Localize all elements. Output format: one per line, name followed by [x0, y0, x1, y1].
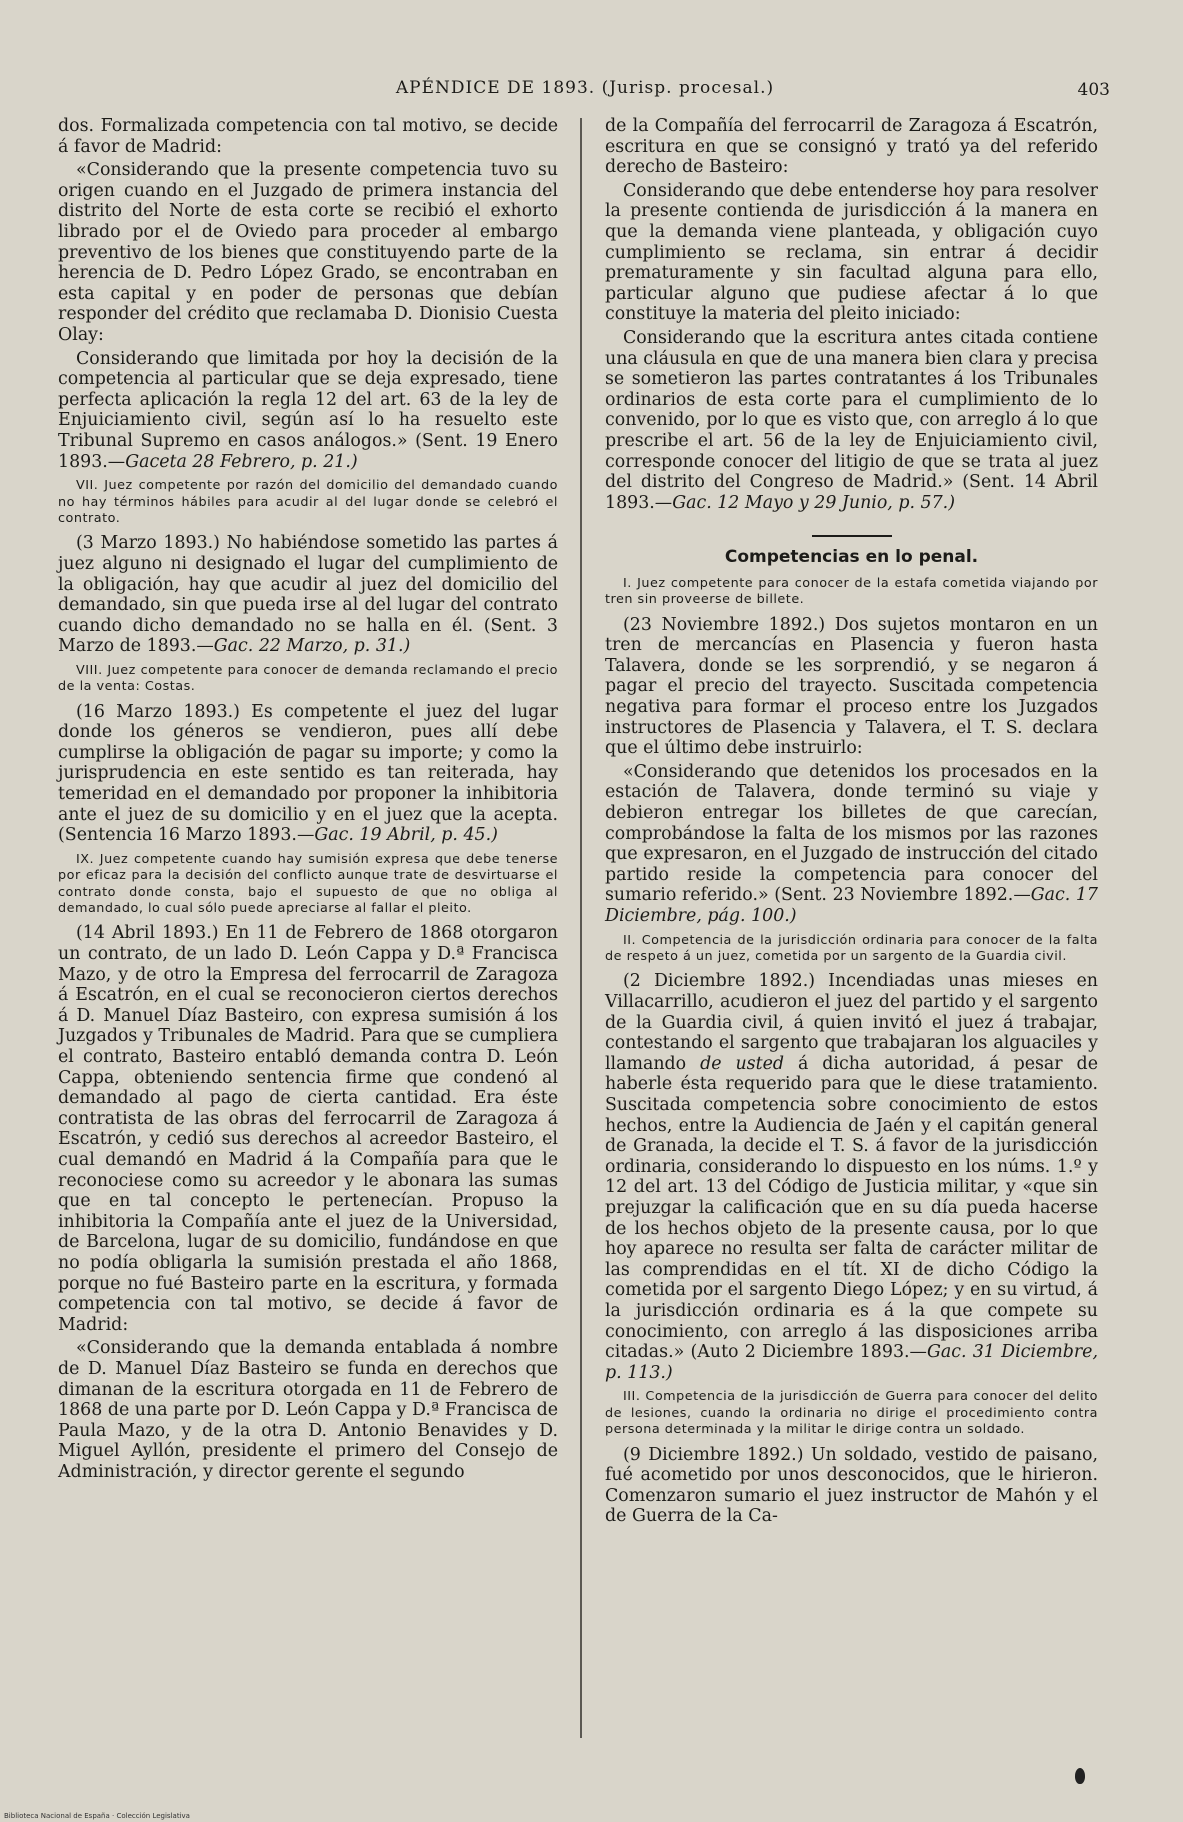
paragraph [605, 971, 1098, 1383]
paragraph: «Considerando que la demanda entablada á nombre de D. Manuel Díaz Basteiro se funda en derechos que dimanan de la escritura otorgada en 11 de Febrero de 1868 de una parte por D. León Cappa y D.ª Francisca de Paula Mazo, y de la otra D. Antonio Benavides y D. Miguel Ayllón, presidente el primero del Consejo de Administración, y director gerente el segundo [58, 1338, 558, 1482]
paragraph: (14 Abril 1893.) En 11 de Febrero de 1868 otorgaron un contrato, de un lado D. León Cappa y D.ª Francisca Mazo, y de otro la Empresa del ferrocarril de Zaragoza á Escatrón, en el cual se reconocieron ciertos derechos á D. Manuel Díaz Basteiro, con expresa sumisión á los Juzgados y Tribunales de Madrid. Para que se cumpliera el contrato, Basteiro entabló demanda contra D. León Cappa, obteniendo sentencia firme que condenó al demandado al pago de cierta cantidad. Era éste contratista de las obras del ferrocarril de Zaragoza á Escatrón, y cedió sus derechos al acreedor Basteiro, el cual demandó en Madrid á la Compañía para que le reconociese como su acreedor y le abonara las sumas que en tal concepto le pertenecían. Propuso la inhibitoria la Compañía ante el juez de la Universidad, de Barcelona, lugar de su domicilio, fundándose en que no podía obligarla la sumisión prestada el año 1868, porque no fué Basteiro parte en la escritura, y formada competencia con tal motivo, se decide á favor de Madrid: [58, 923, 558, 1335]
citation: Gac. 22 Marzo, p. 31.) [213, 636, 411, 657]
paragraph: (9 Diciembre 1892.) Un soldado, vestido de paisano, fué acometido por unos desconocidos, que le hirieron. Comenzaron sumario el juez instructor de Mahón y el de Guerra de la Ca- [605, 1444, 1098, 1527]
paragraph [605, 762, 1098, 927]
citation: Gac. 19 Abril, p. 45.) [314, 825, 498, 846]
paragraph: de la Compañía del ferrocarril de Zaragoza á Escatrón, escritura en que se consignó y trató ya del referido derecho de Basteiro: [605, 116, 1098, 178]
paragraph: dos. Formalizada competencia con tal motivo, se decide á favor de Madrid: [58, 116, 558, 157]
section-rule [812, 535, 892, 537]
ink-blot [1075, 1768, 1085, 1784]
citation: Gac. 17 Diciembre, pág. 100.) [605, 885, 1098, 926]
page-header [60, 78, 1110, 108]
column-divider [580, 118, 582, 1738]
citation: Gac. 31 Diciembre, p. 113.) [605, 1342, 1098, 1383]
paragraph [58, 533, 558, 657]
case-summary-ix: IX. Juez competente cuando hay sumisión expresa que debe tenerse por eficaz para la decisión del conflicto aunque trate de desvirtuarse el contrato donde consta, bajo el supuesto de que no obliga al demandado, lo cual sólo puede apreciarse al fallar el pleito. [58, 851, 558, 917]
page-number: 403 [1077, 80, 1110, 100]
paragraph [58, 349, 558, 473]
paragraph-text: (3 Marzo 1893.) No habiéndose sometido las partes á juez alguno ni designado el lugar del cumplimiento de la obligación, hay que acudir al juez del domicilio del demandado, sin que pueda irse al del lugar del contrato cuando dicho demandado no se halla en él. (Sent. 3 Marzo de 1893.— [58, 533, 558, 657]
paragraph: «Considerando que la presente competencia tuvo su origen cuando en el Juzgado de primera instancia del distrito del Norte de esta corte se recibió el exhorto librado por el de Oviedo para proceder al embargo preventivo de los bienes que constituyendo parte de la herencia de D. Pedro López Grado, se encontraban en esta capital y en poder de personas que debían responder del crédito que reclamaba D. Dionisio Cuesta Olay: [58, 160, 558, 345]
paragraph-text: «Considerando que detenidos los procesados en la estación de Talavera, donde terminó su viaje y debieron entregar los billetes de que carecían, comprobándose la falta de los mismos por las razones que expresaron, en el Juzgado de instrucción del citado partido reside la competencia para conocer del sumario referido.» (Sent. 23 Noviembre 1892.— [605, 761, 1098, 906]
left-column [58, 116, 558, 1486]
case-summary-viii: VIII. Juez competente para conocer de demanda reclamando el precio de la venta: Costas. [58, 662, 558, 695]
running-title: APÉNDICE DE 1893. (Jurisp. procesal.) [395, 78, 775, 98]
paragraph [58, 702, 558, 846]
paragraph [605, 328, 1098, 513]
emphasis: de usted [700, 1053, 785, 1074]
section-title: Competencias en lo penal. [724, 547, 979, 568]
case-summary-i: I. Juez competente para conocer de la estafa cometida viajando por tren sin proveerse de billete. [605, 575, 1098, 608]
paragraph: Considerando que debe entenderse hoy para resolver la presente contienda de jurisdicción á la manera en que la demanda viene planteada, y obligación cuyo cumplimiento se reclama, sin entrar á decidir prematuramente y sin facultad alguna para ello, particular alguno que pudiese afectar á lo que constituye la materia del pleito iniciado: [605, 180, 1098, 325]
paragraph: (23 Noviembre 1892.) Dos sujetos montaron en un tren de mercancías en Plasencia y fueron hasta Talavera, donde se les sorprendió, y se negaron á pagar el precio del trayecto. Suscitada competencia negativa para formar el proceso entre los Juzgados instructores de Plasencia y Talavera, el T. S. declara que el último debe instruirlo: [605, 614, 1098, 759]
library-stamp: Biblioteca Nacional de España · Colección Legislativa [4, 1812, 190, 1820]
paragraph-text: Considerando que limitada por hoy la decisión de la competencia al particular que se deja expresado, tiene perfecta aplicación la regla 12 del art. 63 de la ley de Enjuiciamiento civil, según así lo ha resuelto este Tribunal Supremo en casos análogos.» (Sent. 19 Enero 1893.— [58, 348, 558, 472]
paragraph-text: Considerando que la escritura antes citada contiene una cláusula en que de una manera bien clara y precisa se sometieron las partes contratantes á los Tribunales ordinarios de esta corte para el cumplimiento de lo convenido, por lo que es visto que, con arreglo á lo que prescribe el art. 56 de la ley de Enjuiciamiento civil, corresponde conocer del litigio de que se trata al juez del distrito del Congreso de Madrid.» (Sent. 14 Abril 1893.— [605, 327, 1099, 513]
citation: Gaceta 28 Febrero, p. 21.) [125, 451, 358, 472]
case-summary-vii: VII. Juez competente por razón del domicilio del demandado cuando no hay términos hábiles para acudir al del lugar donde se celebró el contrato. [58, 478, 558, 526]
right-column [605, 116, 1098, 1530]
citation: Gac. 12 Mayo y 29 Junio, p. 57.) [672, 492, 955, 513]
case-summary-iii: III. Competencia de la jurisdicción de Guerra para conocer del delito de lesiones, cuando la ordinaria no dirige el procedimiento contra persona determinada y la militar le dirige contra un soldado. [605, 1389, 1098, 1438]
case-summary-ii: II. Competencia de la jurisdicción ordinaria para conocer de la falta de respeto á un juez, cometida por un sargento de la Guardia civil. [605, 932, 1098, 964]
paragraph-text: (2 Diciembre 1892.) Incendiadas unas mieses en Villacarrillo, acudieron el juez del partido y el sargento de la Guardia civil, á quien invitó el juez á trabajar, contestando el sargento que trabajaran los alguaciles y llamando [605, 971, 1098, 1074]
paragraph-text: (16 Marzo 1893.) Es competente el juez del lugar donde los géneros se vendieron, pues allí debe cumplirse la obligación de pagar su importe; y como la jurisprudencia en este sentido es tan reiterada, hay temeridad en el demandado por proponer la inhibitoria ante el juez de su domicilio y en el juez que la acepta. (Sentencia 16 Marzo 1893.— [58, 701, 558, 846]
paragraph-text: á dicha autoridad, á pesar de haberle ésta requerido para que le diese tratamiento. Suscitada competencia sobre conocimiento de estos hechos, entre la Audiencia de Jaén y el capitán general de Granada, la decide el T. S. á favor de la jurisdicción ordinaria, considerando lo dispuesto en los núms. 1.º y 12 del art. 13 del Código de Justicia militar, y «que sin prejuzgar la calificación que en su día pueda hacerse de los hechos objeto de la presente causa, por lo que hoy aparece no resulta ser falta de carácter militar de las comprendidas en el tít. XI de dicho Código la cometida por el sargento Diego López; y en su virtud, á la jurisdicción ordinaria es á la que compete su conocimiento, con arreglo á las disposiciones arriba citadas.» (Auto 2 Diciembre 1893.— [605, 1053, 1098, 1363]
